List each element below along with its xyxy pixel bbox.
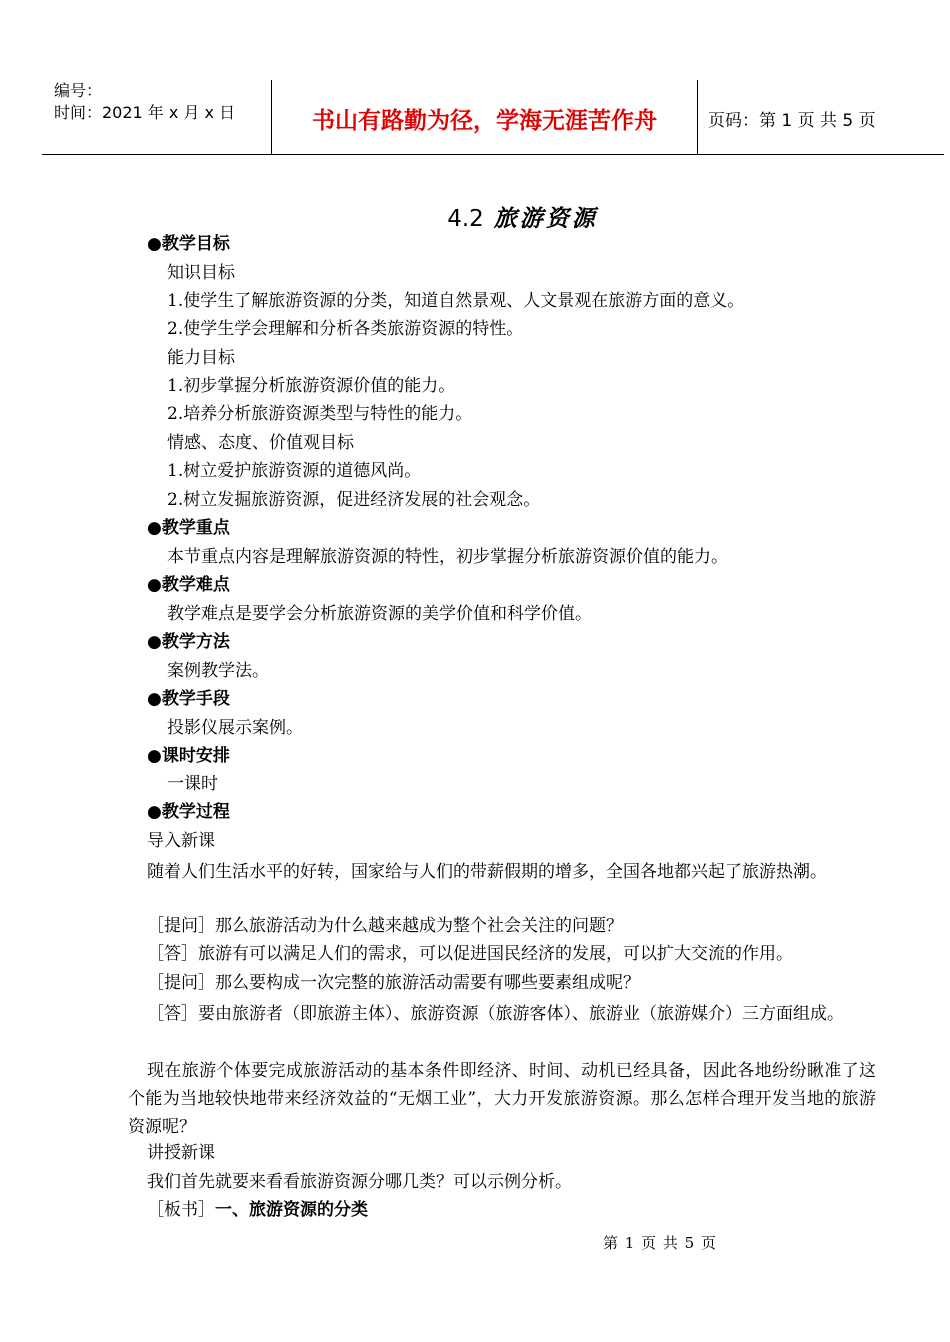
section-heading: ●课时安排 <box>147 746 230 766</box>
section-heading: ●教学手段 <box>147 689 230 709</box>
subheading: 导入新课 <box>147 831 215 851</box>
paragraph: 案例教学法。 <box>167 661 269 681</box>
paragraph: 本节重点内容是理解旅游资源的特性，初步掌握分析旅游资源价值的能力。 <box>167 547 728 567</box>
subheading: 讲授新课 <box>147 1143 215 1163</box>
question: ［提问］那么旅游活动为什么越来越成为整个社会关注的问题？ <box>147 916 623 936</box>
paragraph: 1.使学生了解旅游资源的分类，知道自然景观、人文景观在旅游方面的意义。 <box>167 291 745 311</box>
header-page-label: 页码：第 1 页 共 5 页 <box>708 111 876 131</box>
title-text: 旅游资源 <box>493 205 598 232</box>
paragraph: 随着人们生活水平的好转，国家给与人们的带薪假期的增多，全国各地都兴起了旅游热潮。 <box>147 862 827 882</box>
page-footer: 第 1 页 共 5 页 <box>603 1234 717 1252</box>
paragraph: 1.初步掌握分析旅游资源价值的能力。 <box>167 376 456 396</box>
paragraph: 2.树立发掘旅游资源，促进经济发展的社会观念。 <box>167 490 541 510</box>
document-title <box>0 200 950 233</box>
subheading: 能力目标 <box>167 348 235 368</box>
section-heading: ●教学方法 <box>147 632 230 652</box>
answer: ［答］要由旅游者（即旅游主体）、旅游资源（旅游客体）、旅游业（旅游媒介）三方面组成。 <box>147 1004 844 1024</box>
paragraph: 投影仪展示案例。 <box>167 718 303 738</box>
subheading: 知识目标 <box>167 263 235 283</box>
section-heading: ●教学目标 <box>147 234 230 254</box>
paragraph: 现在旅游个体要完成旅游活动的基本条件即经济、时间、动机已经具备，因此各地纷纷瞅准了这个能为当地较快地带来经济效益的“无烟工业”，大力开发旅游资源。那么怎样合理开发当地的旅游资源呢？ <box>128 1061 876 1137</box>
section-heading: ●教学难点 <box>147 575 230 595</box>
paragraph: 一课时 <box>167 774 218 794</box>
board-prefix: ［板书］ <box>147 1200 215 1220</box>
paragraph: 教学难点是要学会分析旅游资源的美学价值和科学价值。 <box>167 604 592 624</box>
title-number: 4.2 <box>447 206 484 232</box>
paragraph: 2.培养分析旅游资源类型与特性的能力。 <box>167 404 473 424</box>
time-label: 时间：2021 年 x 月 x 日 <box>54 103 236 122</box>
answer: ［答］旅游有可以满足人们的需求，可以促进国民经济的发展，可以扩大交流的作用。 <box>147 944 793 964</box>
board-note <box>147 1199 368 1221</box>
board-text: 一、旅游资源的分类 <box>215 1200 368 1220</box>
number-label: 编号： <box>54 81 103 100</box>
header-meta <box>54 80 235 124</box>
paragraph: 我们首先就要来看看旅游资源分哪几类？可以示例分析。 <box>147 1172 572 1192</box>
paragraph: 2.使学生学会理解和分析各类旅游资源的特性。 <box>167 319 524 339</box>
section-heading: ●教学重点 <box>147 518 230 538</box>
paragraph: 1.树立爱护旅游资源的道德风尚。 <box>167 461 422 481</box>
subheading: 情感、态度、价值观目标 <box>167 433 354 453</box>
page-header <box>42 80 944 155</box>
header-divider <box>697 80 698 155</box>
question: ［提问］那么要构成一次完整的旅游活动需要有哪些要素组成呢？ <box>147 973 640 993</box>
header-motto: 书山有路勤为径，学海无涯苦作舟 <box>312 108 657 134</box>
header-rule <box>42 154 944 155</box>
section-heading: ●教学过程 <box>147 802 230 822</box>
